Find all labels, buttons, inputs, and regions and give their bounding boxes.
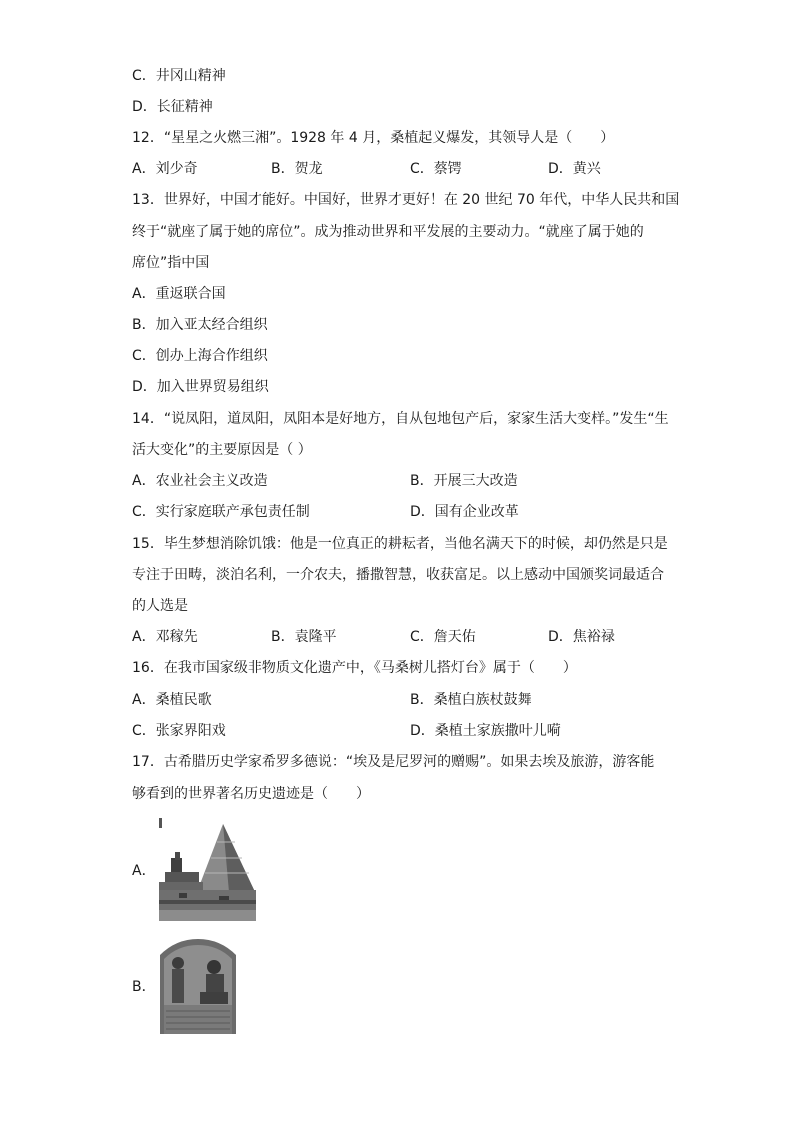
q14-option-b: B．开展三大改造 — [410, 473, 518, 489]
pyramid-sphinx-image — [159, 818, 256, 921]
q16-option-a: A．桑植民歌 — [132, 692, 212, 708]
q12-option-b: B．贺龙 — [271, 161, 323, 177]
q12-option-c: C．蔡锷 — [410, 161, 462, 177]
question-17-line-1: 17．古希腊历史学家希罗多德说：“埃及是尼罗河的赠赐”。如果去埃及旅游，游客能 — [132, 754, 655, 770]
q15-option-b: B．袁隆平 — [271, 629, 337, 645]
q16-option-d: D．桑植土家族撒叶儿嗬 — [410, 723, 561, 739]
stele-relief-image — [156, 937, 240, 1034]
line-c-jinggangshan: C．井冈山精神 — [132, 68, 226, 84]
q16-option-c: C．张家界阳戏 — [132, 723, 226, 739]
q15-option-d: D．焦裕禄 — [548, 629, 615, 645]
q13-option-c: C．创办上海合作组织 — [132, 348, 268, 364]
q12-option-a: A．刘少奇 — [132, 161, 198, 177]
question-16: 16．在我市国家级非物质文化遗产中，《马桑树儿搭灯台》属于（ ） — [132, 660, 577, 676]
q17-option-b-label: B． — [132, 979, 156, 995]
question-13-line-3: 席位”指中国 — [132, 255, 210, 271]
q14-option-d: D．国有企业改革 — [410, 504, 519, 520]
q15-option-a: A．邓稼先 — [132, 629, 198, 645]
question-13-line-1: 13．世界好，中国才能好。中国好，世界才更好！在 20 世纪 70 年代，中华人民共和国 — [132, 192, 680, 208]
line-d-changzheng: D．长征精神 — [132, 99, 213, 115]
q12-option-d: D．黄兴 — [548, 161, 601, 177]
question-14-line-2: 活大变化”的主要原因是（ ） — [132, 442, 312, 458]
question-13-line-2: 终于“就座了属于她的席位”。成为推动世界和平发展的主要动力。“就座了属于她的 — [132, 224, 644, 240]
q14-option-c: C．实行家庭联产承包责任制 — [132, 504, 310, 520]
q17-option-a-label: A． — [132, 863, 156, 879]
question-17-line-2: 够看到的世界著名历史遗迹是（ ） — [132, 786, 370, 802]
q15-option-c: C．詹天佑 — [410, 629, 476, 645]
q13-option-a: A．重返联合国 — [132, 286, 226, 302]
question-12: 12．“星星之火燃三湘”。1928 年 4 月，桑植起义爆发，其领导人是（ ） — [132, 130, 615, 146]
question-14-line-1: 14．“说凤阳，道凤阳，凤阳本是好地方，自从包地包产后，家家生活大变样。”发生“生 — [132, 411, 669, 427]
question-15-line-3: 的人选是 — [132, 598, 188, 614]
q13-option-b: B．加入亚太经合组织 — [132, 317, 268, 333]
q16-option-b: B．桑植白族杖鼓舞 — [410, 692, 532, 708]
q14-option-a: A．农业社会主义改造 — [132, 473, 268, 489]
question-15-line-1: 15．毕生梦想消除饥饿：他是一位真正的耕耘者，当他名满天下的时候，却仍然是只是 — [132, 536, 668, 552]
q13-option-d: D．加入世界贸易组织 — [132, 379, 269, 395]
question-15-line-2: 专注于田畴，淡泊名利，一介农夫，播撒智慧，收获富足。以上感动中国颁奖词最适合 — [132, 567, 664, 583]
